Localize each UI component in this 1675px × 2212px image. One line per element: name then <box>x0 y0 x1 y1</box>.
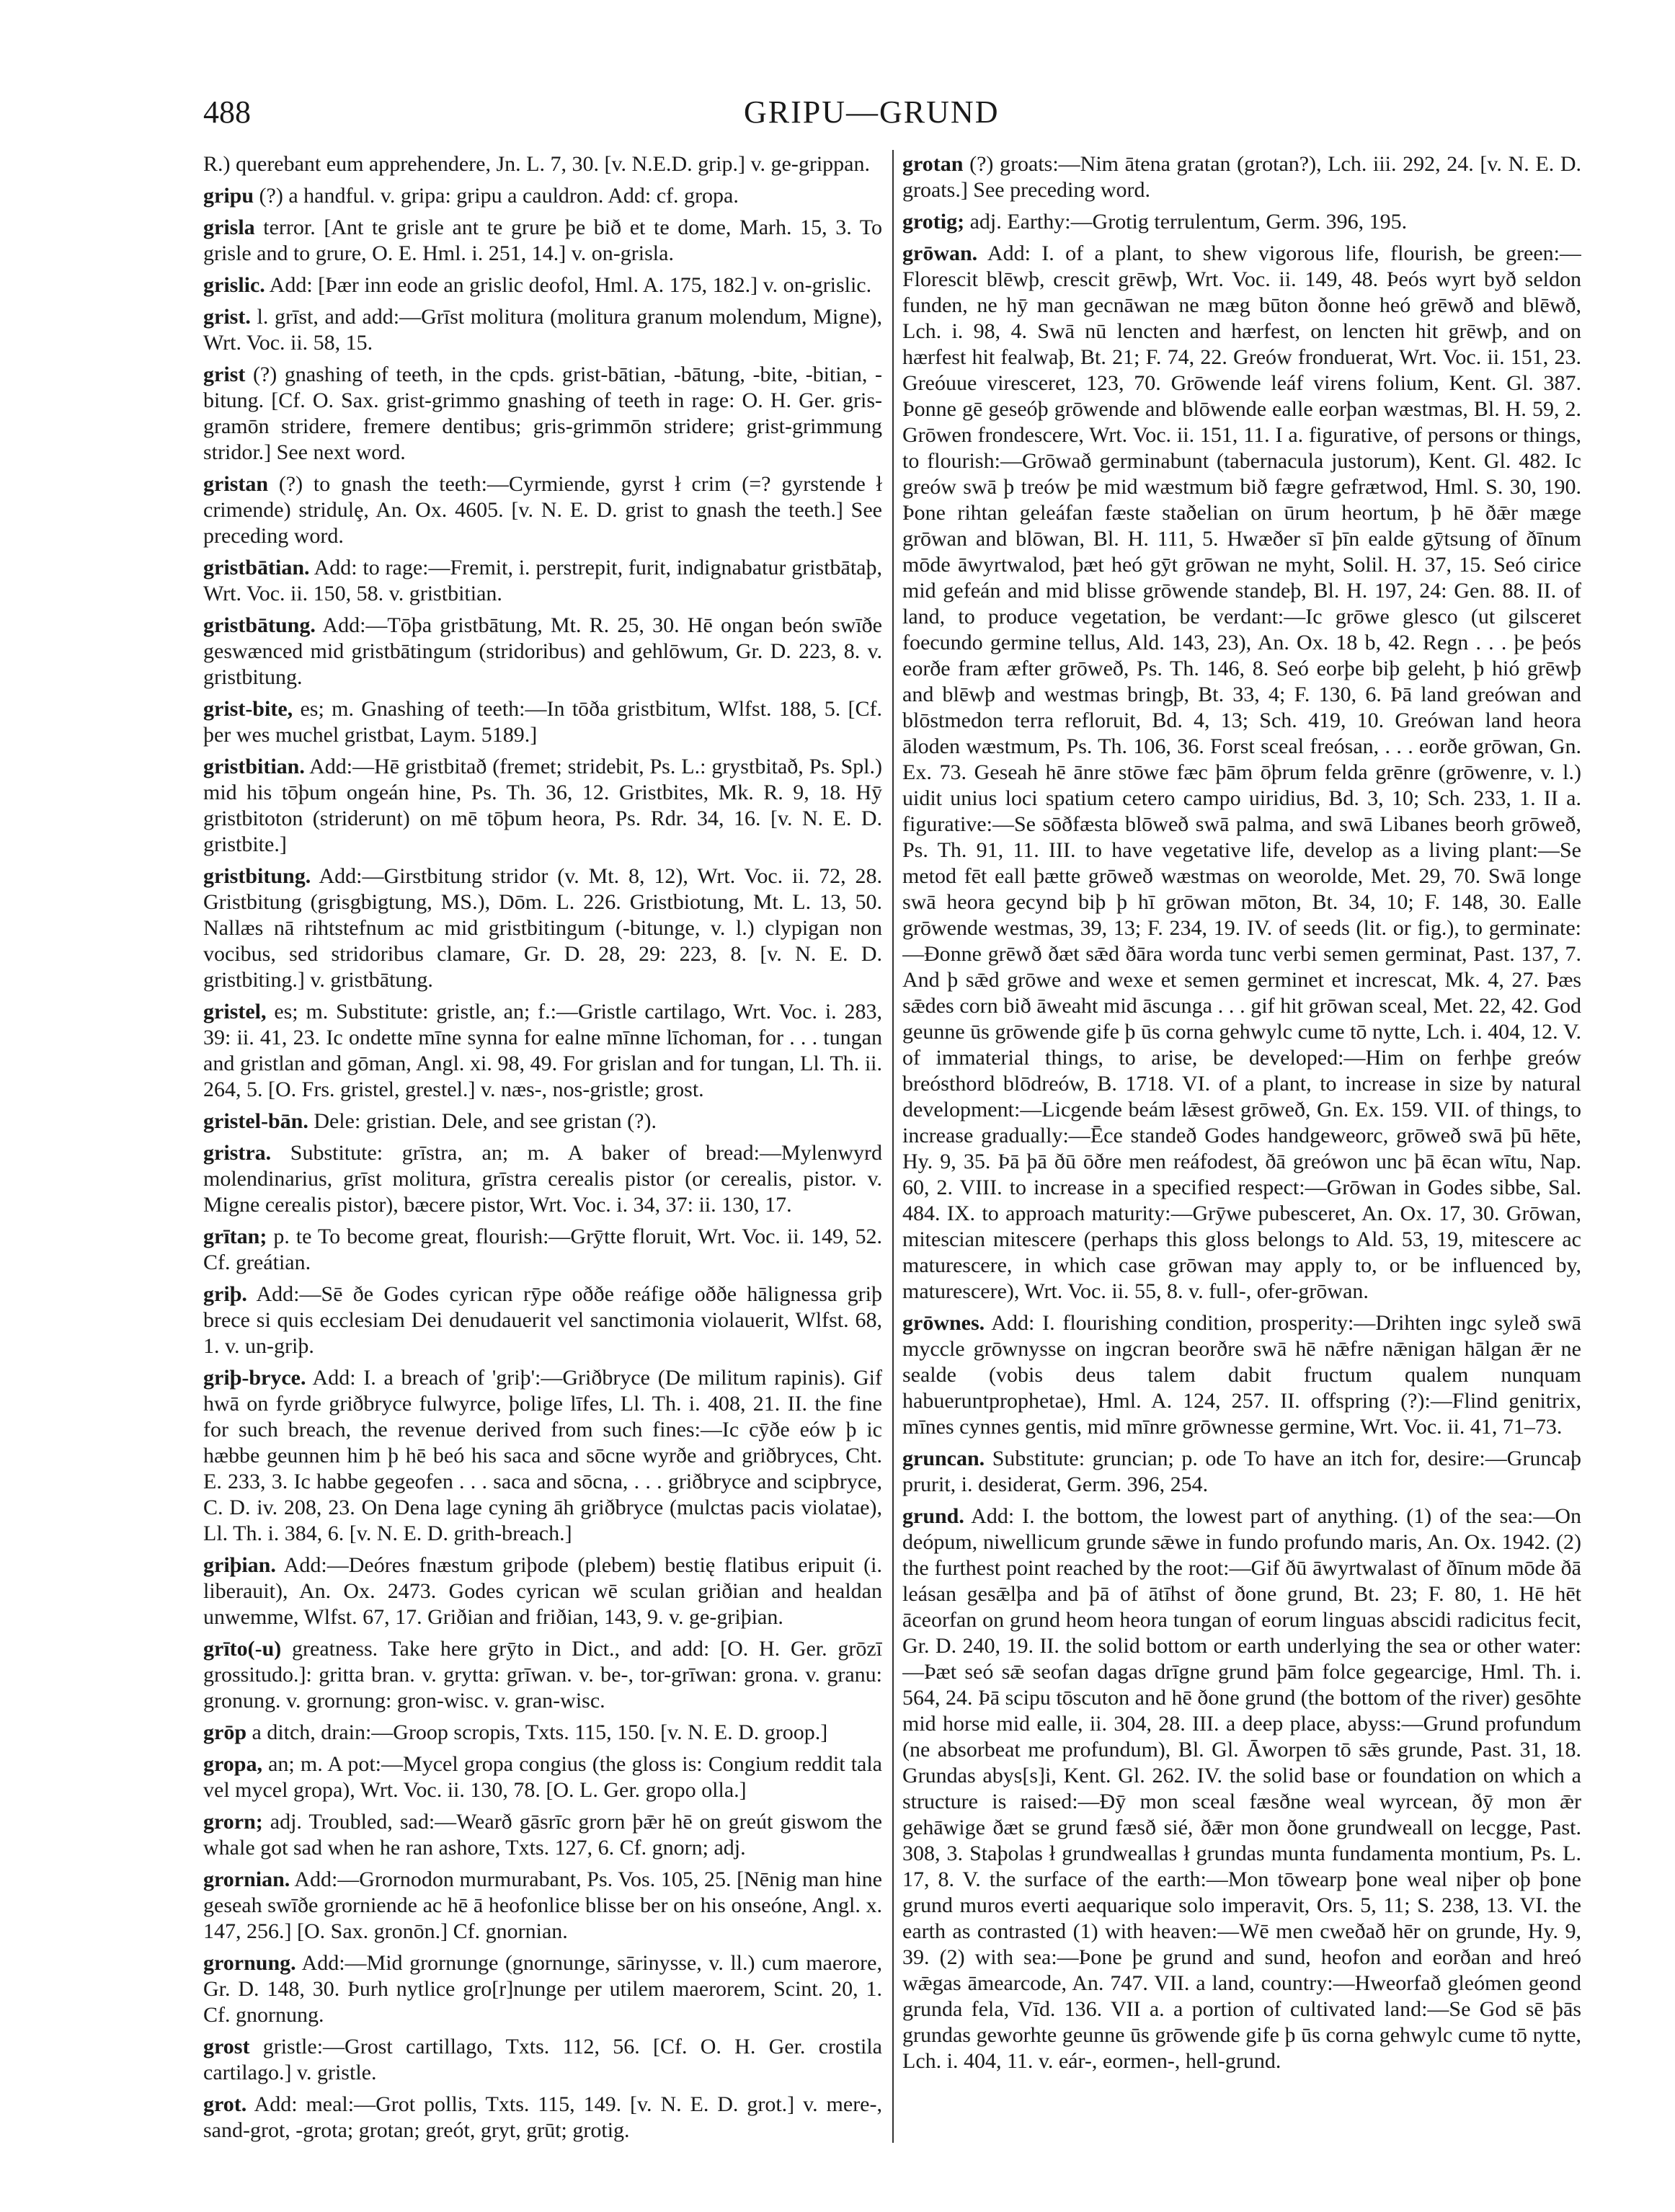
entry-text: Add: I. the bottom, the lowest part of anything. (1) of the sea:—On deópum, niwellicum grunde sǣwe in fundo profundo maris, An. Ox. 1942. (2) the furthest point reached by the root:—Gif ðū āwyrtwalast of ðīnum mōde ðā leásan gesǣlþa and þā of ātīhst of ðone grund, Bt. 23; F. 80, 1. Hē hēt āceorfan on grund heom heora tungan of eorum linguas abscidi radicitus fecit, Gr. D. 240, 19. II. the solid bottom or earth underlying the sea or other water:—Þæt seó sǣ seofan dagas drīgne grund þām folce gegearcige, Hml. Th. i. 564, 24. Þā scipu tōscuton and hē ðone grund (the bottom of the river) gesōhte mid horse mid ealle, ii. 304, 28. III. a deep place, abyss:—Grund profundum (ne absorbeat me profundum), Bl. Gl. Āworpen tō sǣs grunde, Past. 31, 18. Grundas abys[s]i, Kent. Gl. 262. IV. the solid base or foundation on which a structure is raised:—Ðȳ mon sceal fæsðne weal wyrcean, ðȳ mon ǣr gehāwige ðæt se grund fæsð sié, ðǣr mon ðone grundweall on lecgge, Past. 308, 3. Staþolas ł grundweallas ł grundas munta fundamenta montium, Ps. L. 17, 8. V. the surface of the earth:—Mon tōwearp þone weal niþer oþ þone grund muros everti aequarique solo imperavit, Ors. 5, 11; S. 238, 13. VI. the earth as contrasted (1) with heaven:—Wē men cweðað hēr on grunde, Hy. 9, 39. (2) with sea:—Þone þe grund and sund, heofon and eorðan and hreó wǣgas āmearcode, An. 747. VII. a land, country:—Hweorfað gleómen geond grunda fela, Vīd. 136. VII a. a portion of cultivated land:—Se God sē þās grundas geworhte geunne ūs grōwende gife þ ūs corna gehwylc cume tō nytte, Lch. i. 404, 11. v. eár-, eormen-, hell-grund. <box>902 1504 1581 2073</box>
column-divider <box>892 150 894 2143</box>
entry-headword: grīto(-u) <box>203 1637 282 1661</box>
entry-headword: grist-bite, <box>203 697 293 721</box>
dictionary-entry <box>203 754 882 858</box>
entry-headword: gristbitian. <box>203 755 305 778</box>
entry-headword: griþ-bryce. <box>203 1366 306 1390</box>
entry-text: a ditch, drain:—Groop scropis, Txts. 115, 150. [v. N. E. D. groop.] <box>252 1720 828 1744</box>
dictionary-entry <box>203 215 882 267</box>
entry-text: gristle:—Grost cartillago, Txts. 112, 56. [Cf. O. H. Ger. crostila cartilago.] v. gristle. <box>203 2035 882 2084</box>
dictionary-entry <box>902 1310 1581 1440</box>
entry-text: greatness. Take here grȳto in Dict., and add: [O. H. Ger. grōzī grossitudo.]: gritta bran. v. grytta: grīwan. v. be-, tor-grīwan: grona. v. granu: gronung. v. grornung: gron-wisc. v. gran-wisc. <box>203 1637 882 1713</box>
dictionary-entry <box>902 1503 1581 2074</box>
entry-text: Add: [Þær inn eode an grislic deofol, Hml. A. 175, 182.] v. on-grislic. <box>269 273 872 297</box>
entry-text: Add:—Sē ðe Godes cyrican rȳpe oððe reáfige oððe hālignessa griþ brece si quis ecclesiam Dei denudauerit vel sanctimonia violauerit, Wlfst. 68, 1. v. un-griþ. <box>203 1282 882 1358</box>
dictionary-entry <box>203 1282 882 1359</box>
running-head: GRIPU—GRUND <box>744 94 1000 130</box>
dictionary-entry <box>203 1867 882 1945</box>
entry-text: Add: I. flourishing condition, prosperity:—Drihten ingc syleð swā myccle grōwnysse on ingcran beorðre swā hē nǣfre nǣnigan hālgan ǣr ne sealde (vobis deus talem dabit fructum qualem nunquam habueruntprophetae), Hml. A. 124, 257. II. offspring (?):—Flind genitrix, mīnes cynnes gentis, mid mīnre grōwnesse germine, Wrt. Voc. ii. 41, 71–73. <box>902 1311 1581 1439</box>
entry-headword: gristra. <box>203 1141 272 1165</box>
dictionary-entry <box>203 1224 882 1276</box>
entry-text: adj. Earthy:—Grotig terrulentum, Germ. 396, 195. <box>969 210 1408 234</box>
dictionary-entry <box>203 1751 882 1803</box>
dictionary-entry <box>203 151 882 177</box>
entry-headword: grītan; <box>203 1225 267 1248</box>
dictionary-entry <box>902 241 1581 1305</box>
entry-text: Add: I. of a plant, to shew vigorous life, flourish, be green:—Florescit blēwþ, crescit grēwþ, Wrt. Voc. ii. 149, 48. Þeós wyrt byð seldon funden, ne hȳ man gecnāwan ne mæg būton ðonne heó grēwð and blēwð, Lch. i. 98, 4. Swā nū lencten and hærfest, on lencten hit grēwþ, and on hærfest hit fealwaþ, Bt. 21; F. 74, 22. Greów fronduerat, Wrt. Voc. ii. 151, 23. Greóuue viresceret, 123, 70. Grōwende leáf virens folium, Kent. Gl. 387. Þonne gē geseóþ grōwende and blōwende ealle eorþan wæstmas, Bl. H. 59, 2. Grōwen frondescere, Wrt. Voc. ii. 151, 11. I a. figurative, of persons or things, to flourish:—Grōwað germinabunt (tabernacula justorum), Kent. Gl. 482. Ic greów swā þ treów þe mid wæstmum bið fægre gefrætwod, Hml. S. 30, 190. Þone rihtan geleáfan fæste staðelian on ūrum heortum, þ hē ðǣr mæge grōwan and blōwan, Bl. H. 111, 5. Hwæðer sī þīn ealde gȳtsung of ðīnum mōde āwyrtwalod, þæt heó gȳt grōwan ne myht, Solil. H. 37, 15. Seó cirice mid gefeán and mid blisse grōwende standeþ, Bl. H. 197, 24: Gen. 88. II. of land, to produce vegetation, be verdant:—Ic grōwe glesco (ut gilsceret foecundo germine tellus, Ald. 143, 23), An. Ox. 18 b, 42. Regn . . . þe þeós eorðe fram æfter grōweð, Ps. Th. 146, 8. Seó eorþe biþ geleht, þ hió grēwþ and blēwþ and westmas bringþ, Bt. 33, 4; F. 130, 6. Þā land greówan and blōstmedon terra refloruit, Bd. 4, 13; Sch. 419, 10. Greówan land heora āloden wæstmum, Ps. Th. 106, 36. Forst sceal freósan, . . . eorðe grōwan, Gn. Ex. 73. Geseah hē ānre stōwe fæc þām ōþrum felda grēnre (grōwenre, v. l.) uidit unius loci spatium cetero campo uiridius, Bd. 3, 10; Sch. 233, 1. II a. figurative:—Se sōðfæsta blōweð swā palma, and swā Libanes beorh grōweð, Ps. Th. 91, 11. III. to have vegetative life, develop as a living plant:—Se metod fēt eall þætte grōweð wæstmas on weorolde, Met. 29, 70. Swā longe swā heora gecynd biþ þ hī grōwan mōton, Bt. 34, 10; F. 148, 30. Ealle grōwende westmas, 39, 13; F. 234, 19. IV. of seeds (lit. or fig.), to germinate:—Ðonne grēwð ðæt sǣd ðāra worda tunc verbi semen germinat, Past. 137, 7. And þ sǣd grōwe and wexe et semen germinet et increscat, Mk. 4, 27. Þæs sǣdes corn bið āweaht mid āscunga . . . gif hit grōwan sceal, Met. 22, 42. God geunne ūs grōwende gife þ ūs corna gehwylc cume tō nytte, Lch. i. 404, 12. V. of immaterial things, to arise, be developed:—Him on ferhþe greów breósthord blōdreów, B. 1718. VI. of a plant, to increase in size by natural development:—Licgende beám lǣsest grōweð, Gn. Ex. 159. VII. of things, to increase gradually:—Ēce standeð Godes handgeweorc, grōweð swā þū hēte, Hy. 9, 35. Þā þā ðū ōðre men reáfodest, ðā greówon unc þā ēcan wītu, Nap. 60, 2. VIII. to increase in a specified respect:—Grōwan in Godes sibbe, Sal. 484. IX. to approach maturity:—Grȳwe pubesceret, An. Ox. 17, 30. Grōwan, mitescian mitescere (perhaps this gloss belongs to Ald. 53, 19, mitescere ac maturescere, in which case grōwan may apply to, or be influenced by, maturescere), Wrt. Voc. ii. 55, 8. v. full-, ofer-grōwan. <box>902 241 1581 1303</box>
entry-headword: grotan <box>902 152 964 176</box>
dictionary-entry <box>902 151 1581 203</box>
entry-headword: grotig; <box>902 210 965 234</box>
dictionary-entry <box>203 1636 882 1714</box>
entry-headword: grornung. <box>203 1951 296 1975</box>
dictionary-entry <box>203 696 882 748</box>
entry-text: Add: meal:—Grot pollis, Txts. 115, 149. [v. N. E. D. grot.] v. mere-, sand-grot, -grota; grotan; greót, gryt, grūt; grotig. <box>203 2092 882 2142</box>
entry-headword: grund. <box>902 1504 964 1528</box>
entry-headword: gristel-bān. <box>203 1109 308 1133</box>
entry-text: Dele: gristian. Dele, and see gristan (?). <box>314 1109 657 1133</box>
entry-text: an; m. A pot:—Mycel gropa congius (the gloss is: Congium reddit tala vel mycel gropa), Wrt. Voc. ii. 130, 78. [O. L. Ger. gropo olla.] <box>203 1752 882 1802</box>
dictionary-entry <box>203 2034 882 2086</box>
entry-text: Add:—Girstbitung stridor (v. Mt. 8, 12), Wrt. Voc. ii. 72, 28. Gristbitung (grisgbigtung, MS.), Dōm. L. 226. Gristbiotung, Mt. L. 13, 50. Nallæs nā rihtstefnum ac mid gristbitingum (-bitunge, v. l.) clypigan non vocibus, sed stridoribus clamare, Gr. D. 28, 29: 223, 8. [v. N. E. D. gristbiting.] v. gristbātung. <box>203 864 882 992</box>
entry-text: Add:—Grornodon murmurabant, Ps. Vos. 105, 25. [Nēnig man hine geseah swīðe grorniende ac hē ā heofonlice blisse ber on his onseóne, Angl. x. 147, 256.] [O. Sax. gronōn.] Cf. gnornian. <box>203 1867 882 1943</box>
entry-text: es; m. Gnashing of teeth:—In tōða gristbitum, Wlfst. 188, 5. [Cf. þer wes muchel gristbat, Laym. 5189.] <box>203 697 882 747</box>
dictionary-entry <box>203 304 882 356</box>
entry-text: (?) a handful. v. gripa: gripu a cauldron. Add: cf. gropa. <box>259 184 739 208</box>
left-column <box>203 151 882 2169</box>
dictionary-entry <box>203 555 882 607</box>
entry-headword: griþ. <box>203 1282 247 1306</box>
entry-text: Add:—Mid grornunge (gnornunge, sārinysse, v. ll.) cum maerore, Gr. D. 148, 30. Þurh nytlice gro[r]nunge per utilem maerorem, Scint. 20, 1. Cf. gnornung. <box>203 1951 882 2027</box>
dictionary-entry <box>203 1553 882 1630</box>
entry-text: Substitute: grīstra, an; m. A baker of bread:—Mylenwyrd molendinarius, grīst molitura, grīstra cerealis pistor (or cerealis, pistor. v. Migne cerealis pistor), bæcere pistor, Wrt. Voc. i. 34, 37: ii. 130, 17. <box>203 1141 882 1217</box>
entry-text: adj. Troubled, sad:—Wearð gāsrīc grorn þǣr hē on greút giswom the whale got sad when he ran ashore, Txts. 127, 6. Cf. gnorn; adj. <box>203 1810 882 1860</box>
right-column <box>902 151 1581 2169</box>
page-number: 488 <box>203 94 251 130</box>
entry-headword: grost <box>203 2035 250 2058</box>
entry-text: Add:—Hē gristbitað (fremet; stridebit, Ps. L.: grystbitað, Ps. Spl.) mid his tōþum ongeán hine, Ps. Th. 36, 12. Gristbites, Mk. R. 9, 18. Hȳ gristbitoton (striderunt) on mē tōþum heora, Ps. Rdr. 34, 16. [v. N. E. D. gristbite.] <box>203 755 882 856</box>
entry-headword: gristbātung. <box>203 613 316 637</box>
dictionary-entry <box>902 209 1581 235</box>
entry-headword: grot. <box>203 2092 247 2116</box>
entry-text: p. te To become great, flourish:—Grȳtte floruit, Wrt. Voc. ii. 149, 52. Cf. greátian. <box>203 1225 882 1274</box>
entry-text: Add:—Deóres fnæstum griþode (plebem) bestię flatibus eripuit (i. liberauit), An. Ox. 2473. Godes cyrican wē sculan griðian and healdan unwemme, Wlfst. 67, 17. Griðian and friðian, 143, 9. v. ge-griþian. <box>203 1553 882 1629</box>
dictionary-entry <box>203 2092 882 2144</box>
entry-text: R.) querebant eum apprehendere, Jn. L. 7, 30. [v. N.E.D. grip.] v. ge-grippan. <box>203 152 870 176</box>
entry-headword: grornian. <box>203 1867 290 1891</box>
entry-text: Add:—Tōþa gristbātung, Mt. R. 25, 30. Hē ongan beón swīðe geswænced mid gristbātingum (stridoribus) and gehlōwum, Gr. D. 223, 8. v. gristbitung. <box>203 613 882 689</box>
entry-headword: grislic. <box>203 273 265 297</box>
entry-text: es; m. Substitute: gristle, an; f.:—Gristle cartilago, Wrt. Voc. i. 283, 39: ii. 41, 23. Ic ondette mīne synna for ealne mīnne līchoman, for . . . tungan and gristlan and gōman, Angl. xi. 98, 49. For grislan and for tungan, Ll. Th. ii. 264, 5. [O. Frs. gristel, grestel.] v. næs-, nos-gristle; grost. <box>203 1000 882 1101</box>
entry-headword: grist <box>203 363 246 386</box>
entry-text: Add: I. a breach of 'griþ':—Griðbryce (De militum rapinis). Gif hwā on fyrde griðbryce fulwyrce, þolige līfes, Ll. Th. i. 408, 21. II. the fine for such breach, the revenue derived from such fines:—Ic cȳðe eów þ ic hæbbe geunnen him þ hē beó his saca and sōcne wyrðe and griðbryces, Cht. E. 233, 3. Ic habbe gegeofen . . . saca and sōcna, . . . griðbryce and scipbryce, C. D. iv. 208, 23. On Dena lage cyning āh griðbryce (mulctas pacis violatae), Ll. Th. i. 384, 6. [v. N. E. D. grith-breach.] <box>203 1366 882 1545</box>
dictionary-entry <box>203 471 882 549</box>
dictionary-entry <box>203 999 882 1103</box>
dictionary-entry <box>203 1365 882 1547</box>
entry-headword: gruncan. <box>902 1447 985 1470</box>
entry-headword: grōp <box>203 1720 246 1744</box>
entry-headword: grisla <box>203 216 255 239</box>
entry-text: Substitute: gruncian; p. ode To have an itch for, desire:—Gruncaþ prurit, i. desiderat, Germ. 396, 254. <box>902 1447 1581 1496</box>
dictionary-entry <box>203 863 882 993</box>
entry-headword: grōwan. <box>902 241 978 265</box>
entry-text: (?) groats:—Nim ātena gratan (grotan?), Lch. iii. 292, 24. [v. N. E. D. groats.] See preceding word. <box>902 152 1581 202</box>
entry-headword: gropa, <box>203 1752 262 1776</box>
entry-headword: grorn; <box>203 1810 263 1834</box>
entry-text: terror. [Ant te grisle ant te grure þe bið et te dome, Marh. 15, 3. To grisle and to grure, O. E. Hml. i. 251, 14.] v. on-grisla. <box>203 216 882 265</box>
entry-headword: gristel, <box>203 1000 267 1023</box>
entry-headword: gristbitung. <box>203 864 311 888</box>
dictionary-entry <box>203 613 882 690</box>
entry-text: (?) gnashing of teeth, in the cpds. grist-bātian, -bātung, -bite, -bitian, -bitung. [Cf. O. Sax. grist-grimmo gnashing of teeth in rage: O. H. Ger. gris-gramōn stridere, fremere dentibus; gris-grimmōn stridere; grist-grimmung stridor.] See next word. <box>203 363 882 464</box>
entry-headword: griþian. <box>203 1553 276 1577</box>
dictionary-entry <box>203 1950 882 2028</box>
entry-text: (?) to gnash the teeth:—Cyrmiende, gyrst ł crim (=? gyrstende ł crimende) stridulȩ, An. Ox. 4605. [v. N. E. D. grist to gnash the teeth.] See preceding word. <box>203 472 882 548</box>
entry-headword: gripu <box>203 184 254 208</box>
dictionary-entry <box>203 362 882 466</box>
dictionary-entry <box>902 1446 1581 1498</box>
dictionary-entry <box>203 1809 882 1861</box>
entry-headword: grist. <box>203 305 251 329</box>
dictionary-entry <box>203 1140 882 1218</box>
entry-text: l. grīst, and add:—Grīst molitura (molitura granum molendum, Migne), Wrt. Voc. ii. 58, 15. <box>203 305 882 355</box>
entry-headword: grōwnes. <box>902 1311 985 1335</box>
dictionary-entry <box>203 1720 882 1746</box>
dictionary-entry <box>203 272 882 298</box>
dictionary-entry <box>203 183 882 209</box>
dictionary-entry <box>203 1109 882 1134</box>
entry-headword: gristbātian. <box>203 556 310 579</box>
entry-headword: gristan <box>203 472 268 496</box>
entry-text: Add: to rage:—Fremit, i. perstrepit, furit, indignabatur gristbātaþ, Wrt. Voc. ii. 150, 58. v. gristbitian. <box>203 556 882 605</box>
